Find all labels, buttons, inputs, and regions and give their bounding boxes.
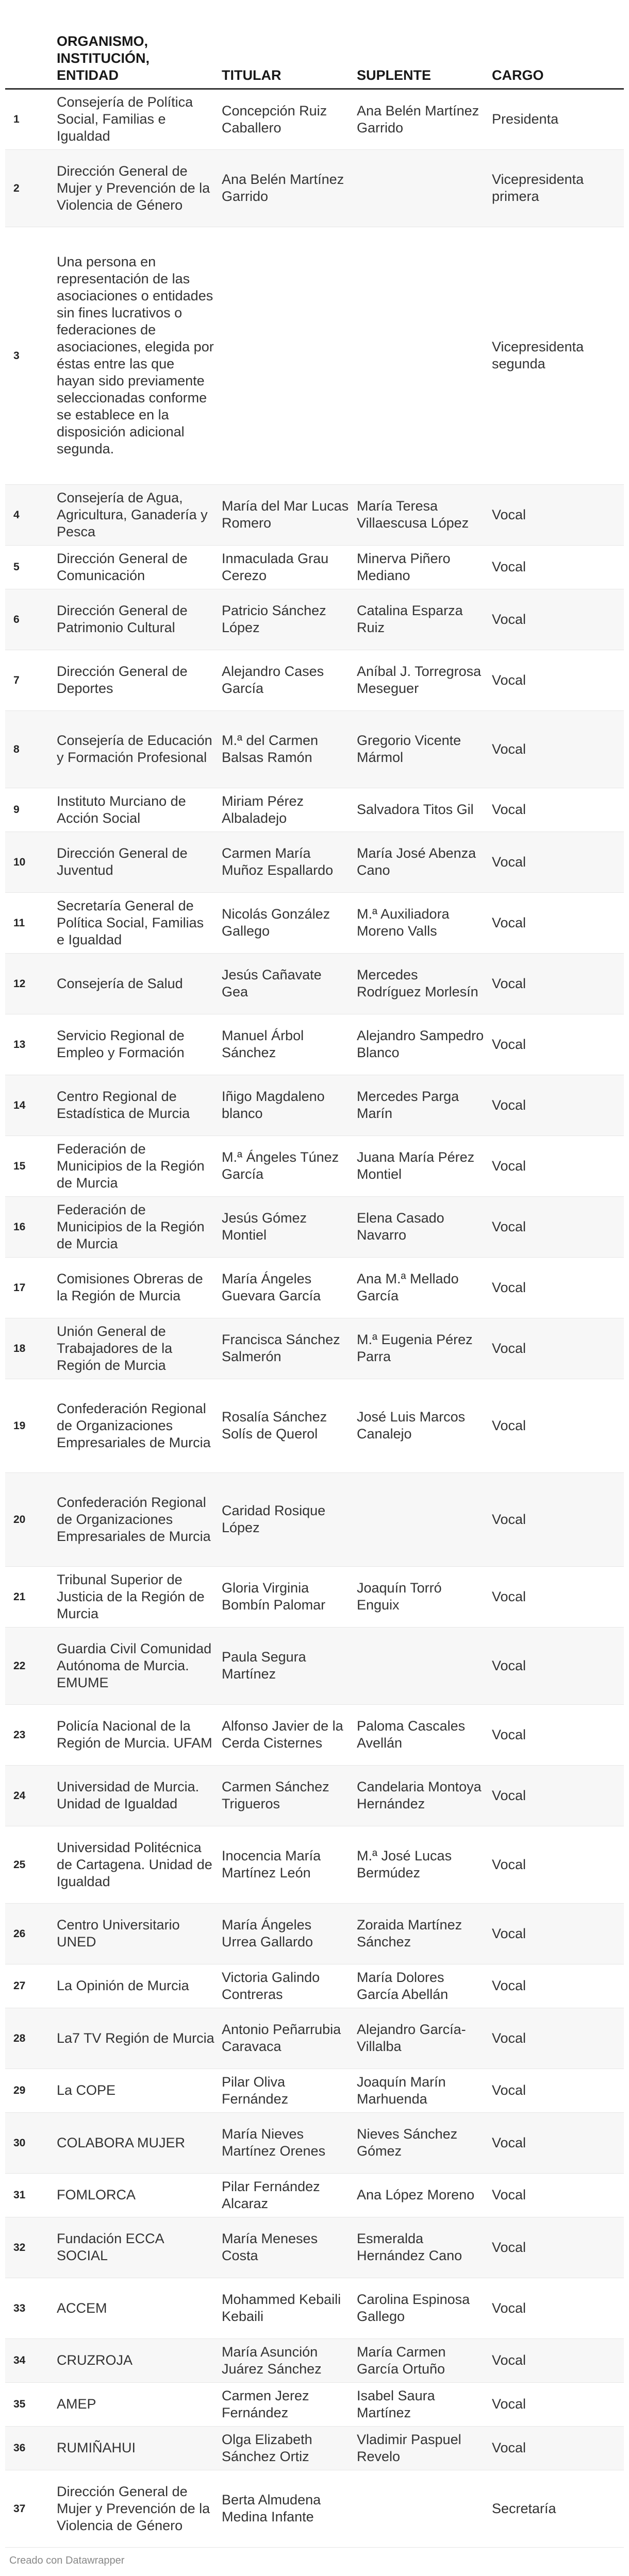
suplente-cell xyxy=(357,2470,492,2547)
organismo-cell: Instituto Murciano de Acción Social xyxy=(57,788,222,832)
cargo-cell: Vocal xyxy=(492,710,624,788)
organismo-cell: Dirección General de Deportes xyxy=(57,650,222,710)
organismo-cell: Dirección General de Mujer y Prevención de la Violencia de Género xyxy=(57,2470,222,2547)
table-row xyxy=(5,1826,624,1903)
cargo-cell: Vocal xyxy=(492,2008,624,2069)
row-number: 15 xyxy=(5,1136,57,1196)
table-row xyxy=(5,1566,624,1627)
titular-cell: Jesús Cañavate Gea xyxy=(222,953,357,1014)
table-row xyxy=(5,1075,624,1136)
table-row xyxy=(5,1903,624,1964)
suplente-cell: Mercedes Parga Marín xyxy=(357,1075,492,1136)
titular-cell: Nicolás González Gallego xyxy=(222,892,357,953)
cargo-cell: Vocal xyxy=(492,1196,624,1257)
cargo-cell: Vocal xyxy=(492,1627,624,1704)
datawrapper-credit: Creado con Datawrapper xyxy=(9,2554,125,2566)
suplente-cell: Elena Casado Navarro xyxy=(357,1196,492,1257)
cargo-cell: Vocal xyxy=(492,650,624,710)
titular-cell: Inmaculada Grau Cerezo xyxy=(222,545,357,589)
cargo-cell: Vocal xyxy=(492,2426,624,2470)
suplente-cell: M.ª José Lucas Bermúdez xyxy=(357,1826,492,1903)
organismo-cell: Centro Universitario UNED xyxy=(57,1903,222,1964)
table-row xyxy=(5,2008,624,2069)
organismo-cell: COLABORA MUJER xyxy=(57,2112,222,2173)
cargo-cell: Vocal xyxy=(492,2217,624,2278)
cargo-cell: Vocal xyxy=(492,1964,624,2008)
organismo-cell: Universidad de Murcia. Unidad de Igualdad xyxy=(57,1765,222,1826)
table-row xyxy=(5,589,624,650)
header-organismo: ORGANISMO, INSTITUCIÓN, ENTIDAD xyxy=(57,0,222,89)
suplente-cell: Ana M.ª Mellado García xyxy=(357,1257,492,1318)
cargo-cell: Presidenta xyxy=(492,89,624,149)
suplente-cell: Mercedes Rodríguez Morlesín xyxy=(357,953,492,1014)
table-row xyxy=(5,892,624,953)
suplente-cell: María José Abenza Cano xyxy=(357,832,492,892)
header-titular: TITULAR xyxy=(222,0,357,89)
titular-cell: Alfonso Javier de la Cerda Cisternes xyxy=(222,1704,357,1765)
suplente-cell: María Carmen García Ortuño xyxy=(357,2338,492,2382)
cargo-cell: Vocal xyxy=(492,1014,624,1075)
organismo-cell: Confederación Regional de Organizaciones Empresariales de Murcia xyxy=(57,1379,222,1472)
suplente-cell: José Luis Marcos Canalejo xyxy=(357,1379,492,1472)
suplente-cell: M.ª Eugenia Pérez Parra xyxy=(357,1318,492,1379)
titular-cell: Paula Segura Martínez xyxy=(222,1627,357,1704)
titular-cell: Manuel Árbol Sánchez xyxy=(222,1014,357,1075)
cargo-cell: Vocal xyxy=(492,832,624,892)
table-row xyxy=(5,1257,624,1318)
table-row xyxy=(5,149,624,227)
row-number: 11 xyxy=(5,892,57,953)
row-number: 25 xyxy=(5,1826,57,1903)
table-body xyxy=(5,89,624,2547)
suplente-cell: Carolina Espinosa Gallego xyxy=(357,2278,492,2338)
organismo-cell: Guardia Civil Comunidad Autónoma de Murcia. EMUME xyxy=(57,1627,222,1704)
cargo-cell: Vocal xyxy=(492,953,624,1014)
suplente-cell: Vladimir Paspuel Revelo xyxy=(357,2426,492,2470)
cargo-cell: Vicepresidenta segunda xyxy=(492,227,624,484)
cargo-cell: Vocal xyxy=(492,1826,624,1903)
cargo-cell: Vocal xyxy=(492,2278,624,2338)
cargo-cell: Vocal xyxy=(492,2173,624,2217)
header-row xyxy=(5,0,624,89)
suplente-cell: Juana María Pérez Montiel xyxy=(357,1136,492,1196)
organismo-cell: CRUZROJA xyxy=(57,2338,222,2382)
cargo-cell: Vocal xyxy=(492,1704,624,1765)
cargo-cell: Vocal xyxy=(492,1379,624,1472)
titular-cell: Pilar Oliva Fernández xyxy=(222,2069,357,2112)
suplente-cell: Alejandro Sampedro Blanco xyxy=(357,1014,492,1075)
organismo-cell: Federación de Municipios de la Región de Murcia xyxy=(57,1196,222,1257)
suplente-cell: Alejandro García-Villalba xyxy=(357,2008,492,2069)
table-row xyxy=(5,1379,624,1472)
table-row xyxy=(5,710,624,788)
cargo-cell: Vocal xyxy=(492,2112,624,2173)
row-number: 22 xyxy=(5,1627,57,1704)
table-row xyxy=(5,2112,624,2173)
cargo-cell: Vocal xyxy=(492,2382,624,2426)
row-number: 1 xyxy=(5,89,57,149)
row-number: 2 xyxy=(5,149,57,227)
cargo-cell: Vocal xyxy=(492,1566,624,1627)
organismo-cell: Consejería de Política Social, Familias e Igualdad xyxy=(57,89,222,149)
organismo-cell: Unión General de Trabajadores de la Región de Murcia xyxy=(57,1318,222,1379)
cargo-cell: Vocal xyxy=(492,788,624,832)
suplente-cell: M.ª Auxiliadora Moreno Valls xyxy=(357,892,492,953)
suplente-cell: Catalina Esparza Ruiz xyxy=(357,589,492,650)
titular-cell: Mohammed Kebaili Kebaili xyxy=(222,2278,357,2338)
titular-cell xyxy=(222,227,357,484)
cargo-cell: Vocal xyxy=(492,1472,624,1566)
organismo-cell: RUMIÑAHUI xyxy=(57,2426,222,2470)
row-number: 26 xyxy=(5,1903,57,1964)
organismo-cell: Consejería de Agua, Agricultura, Ganadería y Pesca xyxy=(57,484,222,545)
table-row xyxy=(5,2173,624,2217)
organismo-cell: Consejería de Salud xyxy=(57,953,222,1014)
table-row xyxy=(5,788,624,832)
organismo-cell: Universidad Politécnica de Cartagena. Unidad de Igualdad xyxy=(57,1826,222,1903)
suplente-cell: Ana López Moreno xyxy=(357,2173,492,2217)
suplente-cell: Ana Belén Martínez Garrido xyxy=(357,89,492,149)
organismo-cell: AMEP xyxy=(57,2382,222,2426)
titular-cell: Gloria Virginia Bombín Palomar xyxy=(222,1566,357,1627)
organismo-cell: Tribunal Superior de Justicia de la Región de Murcia xyxy=(57,1566,222,1627)
suplente-cell: Nieves Sánchez Gómez xyxy=(357,2112,492,2173)
organismo-cell: Confederación Regional de Organizaciones Empresariales de Murcia xyxy=(57,1472,222,1566)
suplente-cell: Candelaria Montoya Hernández xyxy=(357,1765,492,1826)
titular-cell: Antonio Peñarrubia Caravaca xyxy=(222,2008,357,2069)
table-row xyxy=(5,227,624,484)
suplente-cell xyxy=(357,1472,492,1566)
row-number: 20 xyxy=(5,1472,57,1566)
table-header xyxy=(5,0,624,89)
table-row xyxy=(5,2217,624,2278)
organismo-cell: FOMLORCA xyxy=(57,2173,222,2217)
titular-cell: Caridad Rosique López xyxy=(222,1472,357,1566)
suplente-cell: Isabel Saura Martínez xyxy=(357,2382,492,2426)
cargo-cell: Vocal xyxy=(492,1257,624,1318)
table-row xyxy=(5,2426,624,2470)
suplente-cell xyxy=(357,227,492,484)
row-number: 3 xyxy=(5,227,57,484)
row-number: 21 xyxy=(5,1566,57,1627)
cargo-cell: Vocal xyxy=(492,589,624,650)
cargo-cell: Vocal xyxy=(492,892,624,953)
cargo-cell: Vicepresidenta primera xyxy=(492,149,624,227)
organismo-cell: Federación de Municipios de la Región de Murcia xyxy=(57,1136,222,1196)
table-row xyxy=(5,1765,624,1826)
row-number: 29 xyxy=(5,2069,57,2112)
row-number: 17 xyxy=(5,1257,57,1318)
titular-cell: María Nieves Martínez Orenes xyxy=(222,2112,357,2173)
row-number: 27 xyxy=(5,1964,57,2008)
titular-cell: María Ángeles Guevara García xyxy=(222,1257,357,1318)
row-number: 16 xyxy=(5,1196,57,1257)
titular-cell: María Ángeles Urrea Gallardo xyxy=(222,1903,357,1964)
cargo-cell: Vocal xyxy=(492,2069,624,2112)
row-number: 32 xyxy=(5,2217,57,2278)
row-number: 28 xyxy=(5,2008,57,2069)
row-number: 33 xyxy=(5,2278,57,2338)
titular-cell: Carmen María Muñoz Espallardo xyxy=(222,832,357,892)
cargo-cell: Vocal xyxy=(492,1903,624,1964)
table-row xyxy=(5,1627,624,1704)
organismo-cell: ACCEM xyxy=(57,2278,222,2338)
organismo-cell: Consejería de Educación y Formación Profesional xyxy=(57,710,222,788)
organismo-cell: La COPE xyxy=(57,2069,222,2112)
cargo-cell: Secretaría xyxy=(492,2470,624,2547)
titular-cell: Carmen Jerez Fernández xyxy=(222,2382,357,2426)
titular-cell: Carmen Sánchez Trigueros xyxy=(222,1765,357,1826)
table-row xyxy=(5,1964,624,2008)
suplente-cell: Minerva Piñero Mediano xyxy=(357,545,492,589)
titular-cell: María del Mar Lucas Romero xyxy=(222,484,357,545)
suplente-cell: Esmeralda Hernández Cano xyxy=(357,2217,492,2278)
cargo-cell: Vocal xyxy=(492,1765,624,1826)
titular-cell: Rosalía Sánchez Solís de Querol xyxy=(222,1379,357,1472)
row-number: 12 xyxy=(5,953,57,1014)
titular-cell: Alejandro Cases García xyxy=(222,650,357,710)
table-row xyxy=(5,89,624,149)
titular-cell: Miriam Pérez Albaladejo xyxy=(222,788,357,832)
row-number: 8 xyxy=(5,710,57,788)
row-number: 6 xyxy=(5,589,57,650)
header-cargo: CARGO xyxy=(492,0,624,89)
titular-cell: Victoria Galindo Contreras xyxy=(222,1964,357,2008)
row-number: 24 xyxy=(5,1765,57,1826)
cargo-cell: Vocal xyxy=(492,1075,624,1136)
table-row xyxy=(5,832,624,892)
row-number: 13 xyxy=(5,1014,57,1075)
suplente-cell: Joaquín Torró Enguix xyxy=(357,1566,492,1627)
row-number: 19 xyxy=(5,1379,57,1472)
cargo-cell: Vocal xyxy=(492,1136,624,1196)
row-number: 4 xyxy=(5,484,57,545)
table-row xyxy=(5,1704,624,1765)
row-number: 34 xyxy=(5,2338,57,2382)
cargo-cell: Vocal xyxy=(492,2338,624,2382)
suplente-cell xyxy=(357,1627,492,1704)
suplente-cell: Paloma Cascales Avellán xyxy=(357,1704,492,1765)
table-row xyxy=(5,1014,624,1075)
table-row xyxy=(5,2069,624,2112)
titular-cell: Jesús Gómez Montiel xyxy=(222,1196,357,1257)
organismo-cell: La7 TV Región de Murcia xyxy=(57,2008,222,2069)
titular-cell: Ana Belén Martínez Garrido xyxy=(222,149,357,227)
titular-cell: Concepción Ruiz Caballero xyxy=(222,89,357,149)
organismo-cell: Servicio Regional de Empleo y Formación xyxy=(57,1014,222,1075)
table-row xyxy=(5,953,624,1014)
organismo-cell: Comisiones Obreras de la Región de Murcia xyxy=(57,1257,222,1318)
organismo-cell: Secretaría General de Política Social, Familias e Igualdad xyxy=(57,892,222,953)
row-number: 23 xyxy=(5,1704,57,1765)
row-number: 14 xyxy=(5,1075,57,1136)
row-number: 31 xyxy=(5,2173,57,2217)
organismo-cell: La Opinión de Murcia xyxy=(57,1964,222,2008)
organismo-cell: Dirección General de Patrimonio Cultural xyxy=(57,589,222,650)
titular-cell: Francisca Sánchez Salmerón xyxy=(222,1318,357,1379)
suplente-cell: María Dolores García Abellán xyxy=(357,1964,492,2008)
titular-cell: M.ª Ángeles Túnez García xyxy=(222,1136,357,1196)
titular-cell: Iñigo Magdaleno blanco xyxy=(222,1075,357,1136)
organismo-cell: Dirección General de Juventud xyxy=(57,832,222,892)
suplente-cell xyxy=(357,149,492,227)
table-row xyxy=(5,545,624,589)
row-number: 7 xyxy=(5,650,57,710)
header-suplente: SUPLENTE xyxy=(357,0,492,89)
row-number: 35 xyxy=(5,2382,57,2426)
row-number: 5 xyxy=(5,545,57,589)
titular-cell: Patricio Sánchez López xyxy=(222,589,357,650)
suplente-cell: Aníbal J. Torregrosa Meseguer xyxy=(357,650,492,710)
row-number: 30 xyxy=(5,2112,57,2173)
titular-cell: Pilar Fernández Alcaraz xyxy=(222,2173,357,2217)
table-row xyxy=(5,1136,624,1196)
titular-cell: Inocencia María Martínez León xyxy=(222,1826,357,1903)
table-row xyxy=(5,1472,624,1566)
cargo-cell: Vocal xyxy=(492,484,624,545)
organismo-cell: Una persona en representación de las asociaciones o entidades sin fines lucrativos o federaciones de asociaciones, elegida por éstas entre las que hayan sido previamente seleccionadas conforme se establece en la disposición adicional segunda. xyxy=(57,227,222,484)
titular-cell: M.ª del Carmen Balsas Ramón xyxy=(222,710,357,788)
suplente-cell: Salvadora Titos Gil xyxy=(357,788,492,832)
organismo-cell: Fundación ECCA SOCIAL xyxy=(57,2217,222,2278)
cargo-cell: Vocal xyxy=(492,545,624,589)
organismo-cell: Centro Regional de Estadística de Murcia xyxy=(57,1075,222,1136)
table-row xyxy=(5,1318,624,1379)
table-row xyxy=(5,2338,624,2382)
row-number: 37 xyxy=(5,2470,57,2547)
suplente-cell: Zoraida Martínez Sánchez xyxy=(357,1903,492,1964)
titular-cell: María Meneses Costa xyxy=(222,2217,357,2278)
header-number xyxy=(5,0,57,89)
table-row xyxy=(5,2470,624,2547)
organismo-cell: Dirección General de Comunicación xyxy=(57,545,222,589)
table-row xyxy=(5,2278,624,2338)
titular-cell: Berta Almudena Medina Infante xyxy=(222,2470,357,2547)
organismo-cell: Dirección General de Mujer y Prevención de la Violencia de Género xyxy=(57,149,222,227)
members-table xyxy=(5,0,624,2548)
titular-cell: Olga Elizabeth Sánchez Ortiz xyxy=(222,2426,357,2470)
suplente-cell: Gregorio Vicente Mármol xyxy=(357,710,492,788)
table-row xyxy=(5,650,624,710)
row-number: 9 xyxy=(5,788,57,832)
suplente-cell: Joaquín Marín Marhuenda xyxy=(357,2069,492,2112)
row-number: 36 xyxy=(5,2426,57,2470)
organismo-cell: Policía Nacional de la Región de Murcia. UFAM xyxy=(57,1704,222,1765)
table-row xyxy=(5,1196,624,1257)
row-number: 18 xyxy=(5,1318,57,1379)
table-row xyxy=(5,2382,624,2426)
suplente-cell: María Teresa Villaescusa López xyxy=(357,484,492,545)
row-number: 10 xyxy=(5,832,57,892)
cargo-cell: Vocal xyxy=(492,1318,624,1379)
table-row xyxy=(5,484,624,545)
titular-cell: María Asunción Juárez Sánchez xyxy=(222,2338,357,2382)
